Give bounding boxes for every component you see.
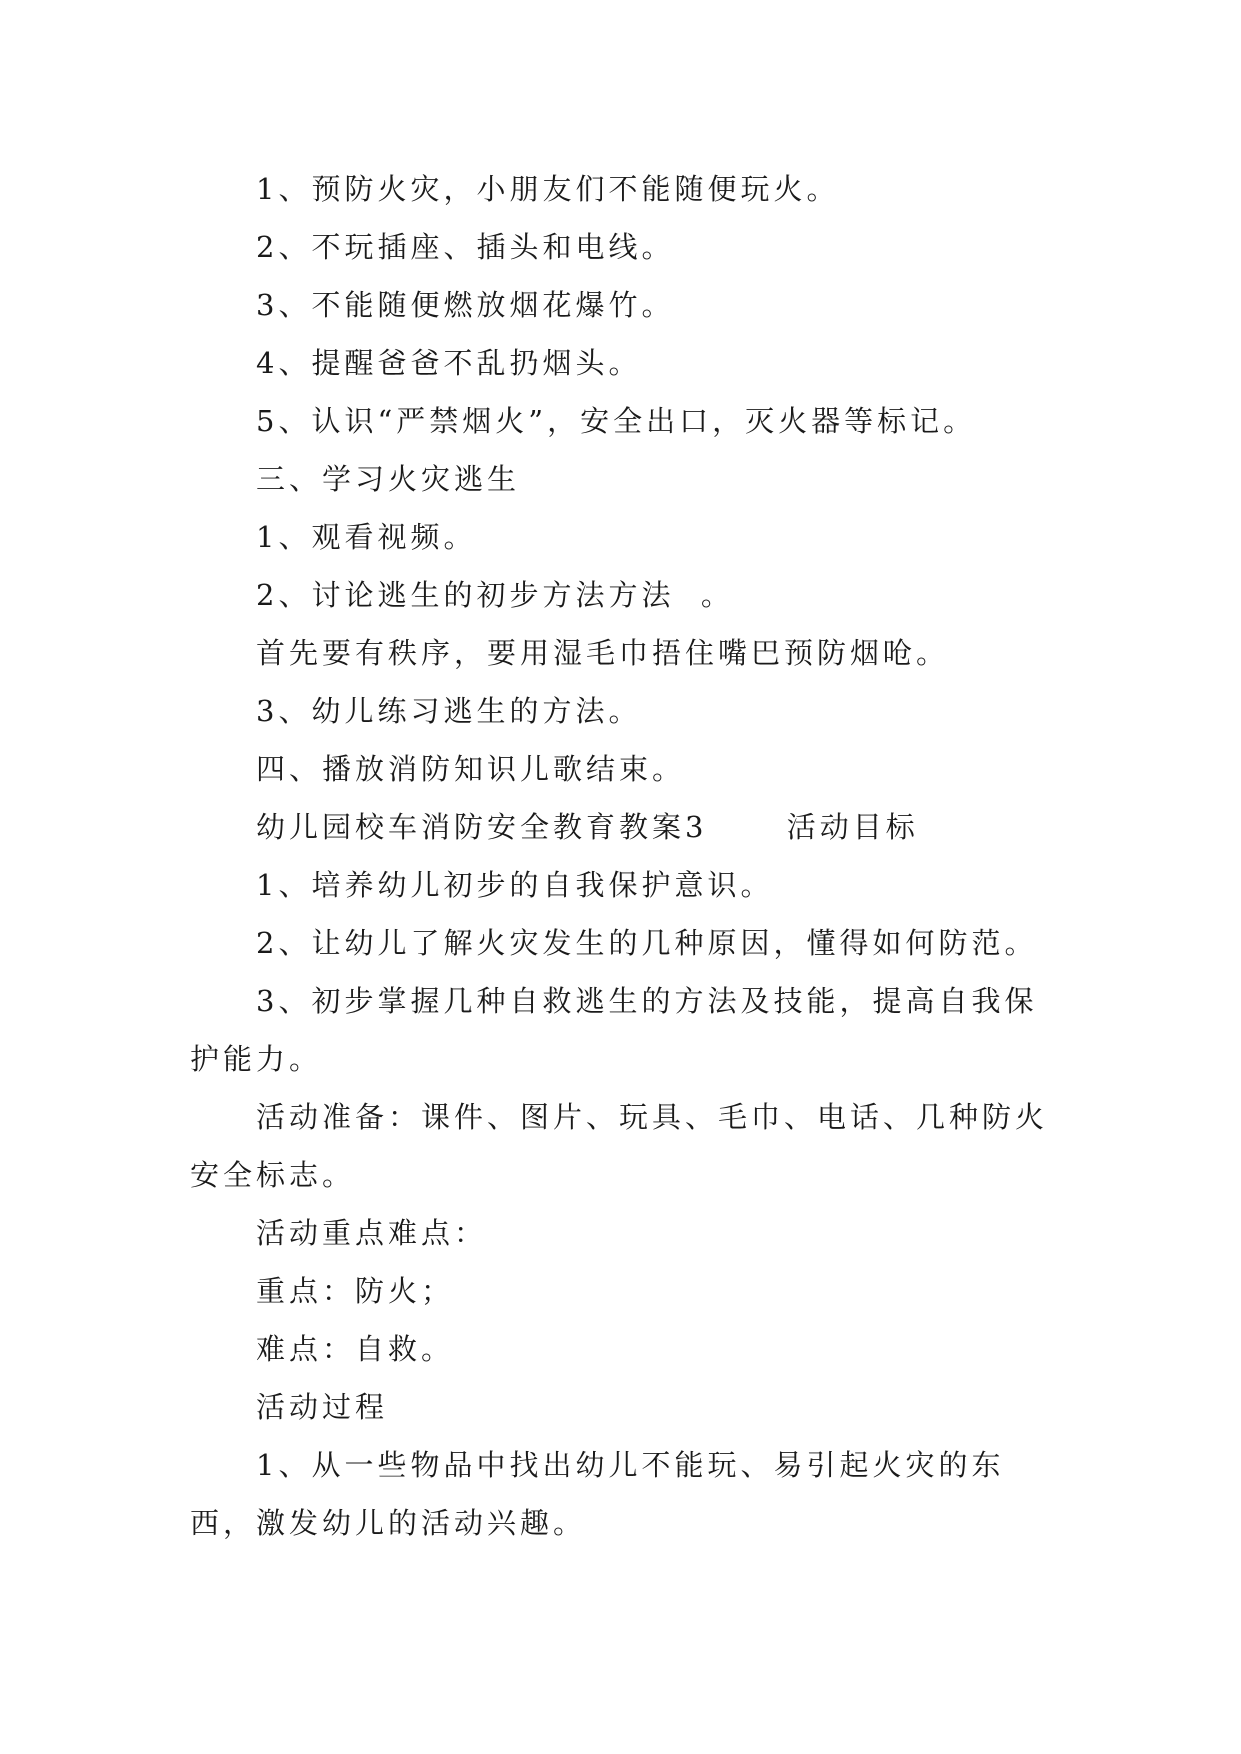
paragraph: 5、认识“严禁烟火”，安全出口，灭火器等标记。 [256,404,977,438]
paragraph: 难点：自救。 [256,1332,455,1366]
paragraph: 重点：防火； [256,1274,455,1308]
section-heading: 三、学习火灾逃生 [256,462,521,496]
paragraph: 1、培养幼儿初步的自我保护意识。 [256,868,774,902]
paragraph: 2、让幼儿了解火灾发生的几种原因，懂得如何防范。 [256,926,1038,960]
section-heading: 活动过程 [256,1390,389,1424]
lesson-title: 幼儿园校车消防安全教育教案3 活动目标 [256,810,919,844]
paragraph: 3、不能随便燃放烟花爆竹。 [256,288,675,322]
paragraph: 3、初步掌握几种自救逃生的方法及技能，提高自我保护能力。 [190,984,1038,1076]
paragraph: 活动准备：课件、图片、玩具、毛巾、电话、几种防火安全标志。 [190,1100,1049,1192]
paragraph: 3、幼儿练习逃生的方法。 [256,694,642,728]
section-heading: 四、播放消防知识儿歌结束。 [256,752,686,786]
paragraph: 首先要有秩序，要用湿毛巾捂住嘴巴预防烟呛。 [256,636,950,670]
paragraph: 1、观看视频。 [256,520,477,554]
paragraph: 2、讨论逃生的初步方法方法 。 [256,578,734,612]
paragraph: 2、不玩插座、插头和电线。 [256,230,675,264]
document-body [190,160,1070,1552]
paragraph: 1、从一些物品中找出幼儿不能玩、易引起火灾的东西，激发幼儿的活动兴趣。 [190,1448,1005,1540]
paragraph: 1、预防火灾，小朋友们不能随便玩火。 [256,172,840,206]
paragraph: 活动重点难点： [256,1216,488,1250]
paragraph: 4、提醒爸爸不乱扔烟头。 [256,346,642,380]
